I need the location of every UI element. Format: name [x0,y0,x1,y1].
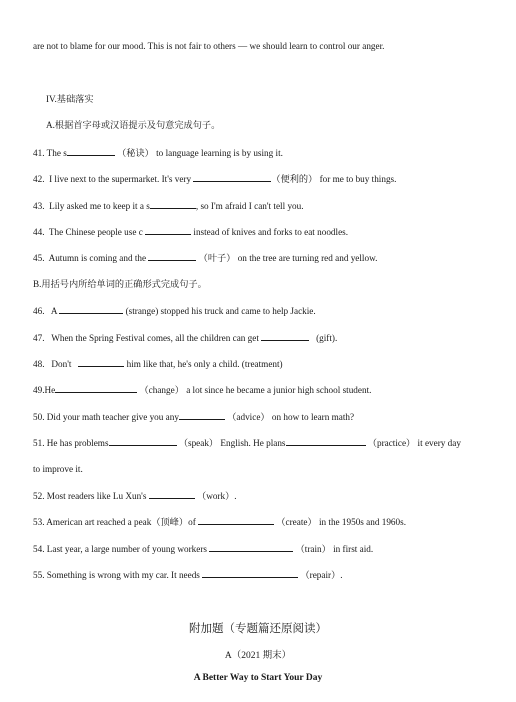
list-item [33,515,406,528]
item-text: him like that, he's only a child. (treatment) [126,359,283,369]
item-hint: （change） [139,385,184,395]
list-item [33,489,237,502]
item-number: 45. [33,253,45,263]
item-text: When the Spring Festival comes, all the children can get [51,333,259,343]
item-hint: （秘诀） [117,148,154,158]
list-item [33,436,461,449]
item-hint: （speak） [178,438,219,448]
item-text: Most readers like Lu Xun's [46,491,147,501]
item-number: 42. [33,174,45,184]
item-text: (strange) stopped his truck and came to help Jackie. [125,306,316,316]
answer-blank[interactable] [193,172,271,182]
item-text: He [44,385,56,395]
answer-blank[interactable] [286,436,366,446]
item-text: in the 1950s and 1960s. [318,517,406,527]
passage-title: A Better Way to Start Your Day [193,673,323,683]
extra-subtitle: A（2021 期末） [224,651,292,661]
item-text: Lily asked me to keep it a s [49,201,150,211]
item-text: on how to learn math? [271,412,355,422]
list-item [33,542,373,555]
item-text: Last year, a large number of young workers [46,544,207,554]
item-hint: （叶子） [198,253,236,263]
answer-blank[interactable] [209,542,293,552]
item-text: The Chinese people use c [48,227,143,237]
item-hint: （practice） [367,438,416,448]
item-number: 53. [33,517,45,527]
answer-blank[interactable] [78,357,124,367]
item-text: Autumn is coming and the [48,253,147,263]
item-number: 52. [33,491,45,501]
answer-blank[interactable] [148,251,196,261]
item-text: to improve it. [33,464,83,474]
part-a-heading: A.根据首字母或汉语提示及句意完成句子。 [46,120,221,130]
item-text: The s [46,148,67,158]
item-text: for me to buy things. [319,174,397,184]
item-text: . [340,570,343,580]
list-item [33,331,337,344]
item-number: 49. [33,385,45,395]
answer-blank[interactable] [109,436,177,446]
item-number: 46. [33,306,45,316]
list-item [33,251,377,264]
section-heading: IV.基础落实 [46,94,94,104]
item-text: Did your math teacher give you any [46,412,179,422]
list-item [33,199,304,212]
item-text: , so I'm afraid I can't tell you. [195,201,304,211]
answer-blank[interactable] [145,225,191,235]
answer-blank[interactable] [59,304,123,314]
list-item [33,225,348,238]
item-number: 50. [33,412,45,422]
answer-blank[interactable] [202,568,298,578]
item-text: He has problems [46,438,109,448]
item-text: a lot since he became a junior high school student. [186,385,372,395]
item-text: A [50,306,58,316]
item-number: 43. [33,201,45,211]
answer-blank[interactable] [179,410,225,420]
item-text: on the tree are turning red and yellow. [237,253,378,263]
item-number: 44. [33,227,45,237]
list-item [33,172,396,185]
item-hint: （repair） [300,570,341,580]
part-b-heading: B.用括号内所给单词的正确形式完成句子。 [33,279,207,289]
list-item [33,568,343,581]
intro-line: are not to blame for our mood. This is not fair to others — we should learn to control our anger. [33,41,385,51]
item-text: in first aid. [333,544,374,554]
answer-blank[interactable] [67,146,115,156]
answer-blank[interactable] [261,331,309,341]
item-hint: （advice） [227,412,270,422]
item-number: 54. [33,544,45,554]
answer-blank[interactable] [150,199,196,209]
item-text: Don't [51,359,72,369]
list-item [33,383,371,396]
item-text: it every day [417,438,461,448]
answer-blank[interactable] [55,383,137,393]
extra-title: 附加题（专题篇还原阅读） [189,623,327,635]
list-item [33,410,354,423]
item-hint: （work） [197,491,235,501]
item-text: to language learning is by using it. [156,148,283,158]
item-text: English. He plans [220,438,286,448]
answer-blank[interactable] [198,515,274,525]
item-number: 47. [33,333,45,343]
list-item-continuation [33,463,83,475]
list-item [33,146,283,159]
item-text: instead of knives and forks to eat noodles. [193,227,349,237]
item-number: 41. [33,148,45,158]
item-hint: （train） [295,544,331,554]
item-number: 48. [33,359,45,369]
item-hint: （便利的） [271,174,318,184]
item-text: . [234,491,237,501]
answer-blank[interactable] [149,489,195,499]
item-text: (gift). [316,333,338,343]
item-text: I live next to the supermarket. It's very [49,174,192,184]
item-number: 55. [33,570,45,580]
item-text: Something is wrong with my car. It needs [46,570,200,580]
list-item [33,304,316,317]
list-item [33,357,283,370]
item-number: 51. [33,438,45,448]
item-hint: （create） [276,517,317,527]
item-text: American art reached a peak（顶峰）of [46,517,196,527]
